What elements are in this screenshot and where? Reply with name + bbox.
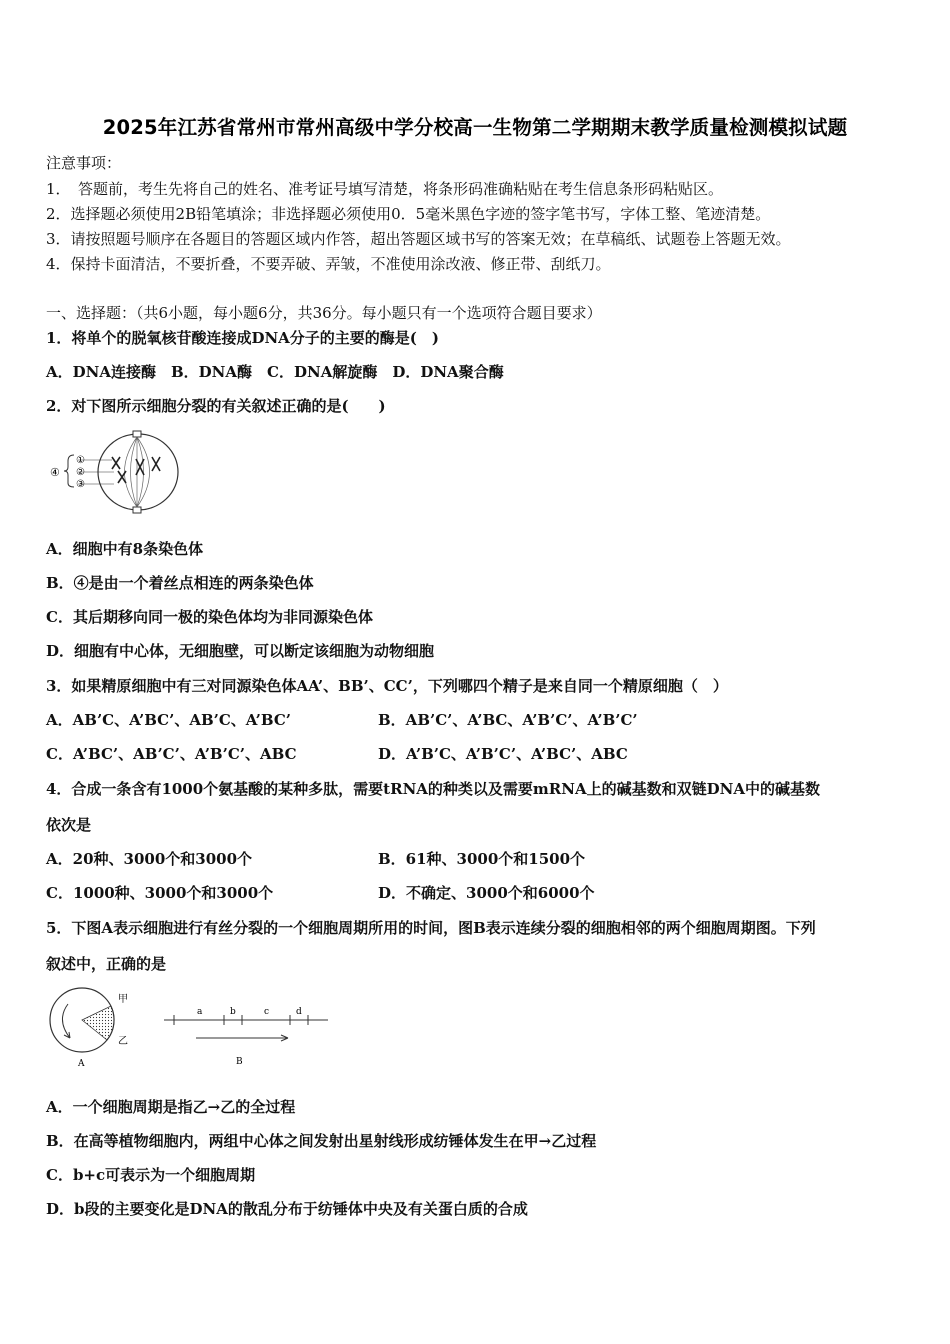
page-title: 2025年江苏省常州市常州高级中学分校高一生物第二学期期末教学质量检测模拟试题 (102, 116, 848, 139)
fig-a-label: A (78, 1059, 85, 1069)
question-3-option-c: C．A’BC’、AB’C’、A’B’C’、ABC (46, 745, 297, 763)
segment-a: a (197, 1007, 203, 1017)
question-5-option-d: D．b段的主要变化是DNA的散乱分布于纺锤体中央及有关蛋白质的合成 (46, 1200, 528, 1218)
fig-label-2: ② (76, 467, 85, 478)
segment-c: c (264, 1007, 270, 1017)
notice-item: 4．保持卡面清洁，不要折叠，不要弄破、弄皱，不准使用涂改液、修正带、刮纸刀。 (46, 255, 611, 273)
cell-cycle-figure-a (44, 986, 144, 1070)
question-3-option-a: A．AB’C、A’BC’、AB’C、A’BC’ (46, 711, 291, 729)
cell-division-figure (44, 425, 184, 521)
question-2-stem: 2．对下图所示细胞分裂的有关叙述正确的是( ) (46, 397, 386, 415)
notice-item: 1． 答题前，考生先将自己的姓名、准考证号填写清楚，将条形码准确粘贴在考生信息条形码粘贴区。 (46, 180, 724, 198)
question-5-option-b: B．在高等植物细胞内，两组中心体之间发射出星射线形成纺锤体发生在甲→乙过程 (46, 1132, 597, 1150)
question-4-option-b: B．61种、3000个和1500个 (378, 850, 586, 868)
question-1-options: A．DNA连接酶 B．DNA酶 C．DNA解旋酶 D．DNA聚合酶 (46, 363, 504, 381)
question-4-option-a: A．20种、3000个和3000个 (46, 850, 253, 868)
notice-item: 3．请按照题号顺序在各题目的答题区域内作答，超出答题区域书写的答案无效；在草稿纸、试题卷上答题无效。 (46, 230, 791, 248)
fig-label-1: ① (76, 455, 85, 466)
question-3-stem: 3．如果精原细胞中有三对同源染色体AA’、BB’、CC’，下列哪四个精子是来自同一个精原细胞（ ） (46, 677, 728, 695)
question-5-stem: 5．下图A表示细胞进行有丝分裂的一个细胞周期所用的时间，图B表示连续分裂的细胞相邻的两个细胞周期图。下列 (46, 919, 816, 937)
fig-label-4: ④ (50, 466, 60, 479)
question-5-stem-cont: 叙述中，正确的是 (46, 955, 167, 973)
question-2-option-d: D．细胞有中心体，无细胞壁，可以断定该细胞为动物细胞 (46, 642, 435, 660)
question-2-option-a: A．细胞中有8条染色体 (46, 540, 204, 558)
fig-a-yi: 乙 (118, 1036, 128, 1047)
section-heading: 一、选择题：（共6小题，每小题6分，共36分。每小题只有一个选项符合题目要求） (46, 304, 602, 322)
question-1-stem: 1．将单个的脱氧核苷酸连接成DNA分子的主要的酶是( ) (46, 329, 439, 347)
cell-cycle-figure-b (160, 1000, 332, 1072)
question-2-option-b: B．④是由一个着丝点相连的两条染色体 (46, 574, 314, 592)
question-5-option-c: C．b+c可表示为一个细胞周期 (46, 1166, 256, 1184)
question-4-stem-cont: 依次是 (46, 816, 92, 834)
question-4-option-d: D．不确定、3000个和6000个 (378, 884, 595, 902)
fig-b-label: B (236, 1057, 243, 1067)
question-5-option-a: A．一个细胞周期是指乙→乙的全过程 (46, 1098, 296, 1116)
notice-heading: 注意事项： (46, 154, 122, 172)
question-2-option-c: C．其后期移向同一极的染色体均为非同源染色体 (46, 608, 373, 626)
question-4-stem: 4．合成一条含有1000个氨基酸的某种多肽，需要tRNA的种类以及需要mRNA上的碱基数和双链DNA中的碱基数 (46, 780, 820, 798)
segment-b: b (230, 1007, 236, 1017)
question-3-option-b: B．AB’C’、A’BC、A’B’C’、A’B’C’ (378, 711, 638, 729)
question-3-option-d: D．A’B’C、A’B’C’、A’BC’、ABC (378, 745, 628, 763)
fig-a-jia: 甲 (118, 994, 128, 1005)
segment-d: d (296, 1007, 302, 1017)
fig-label-3: ③ (76, 479, 85, 490)
question-4-option-c: C．1000种、3000个和3000个 (46, 884, 274, 902)
notice-item: 2．选择题必须使用2B铅笔填涂；非选择题必须使用0．5毫米黑色字迹的签字笔书写，字体工整、笔迹清楚。 (46, 205, 771, 223)
